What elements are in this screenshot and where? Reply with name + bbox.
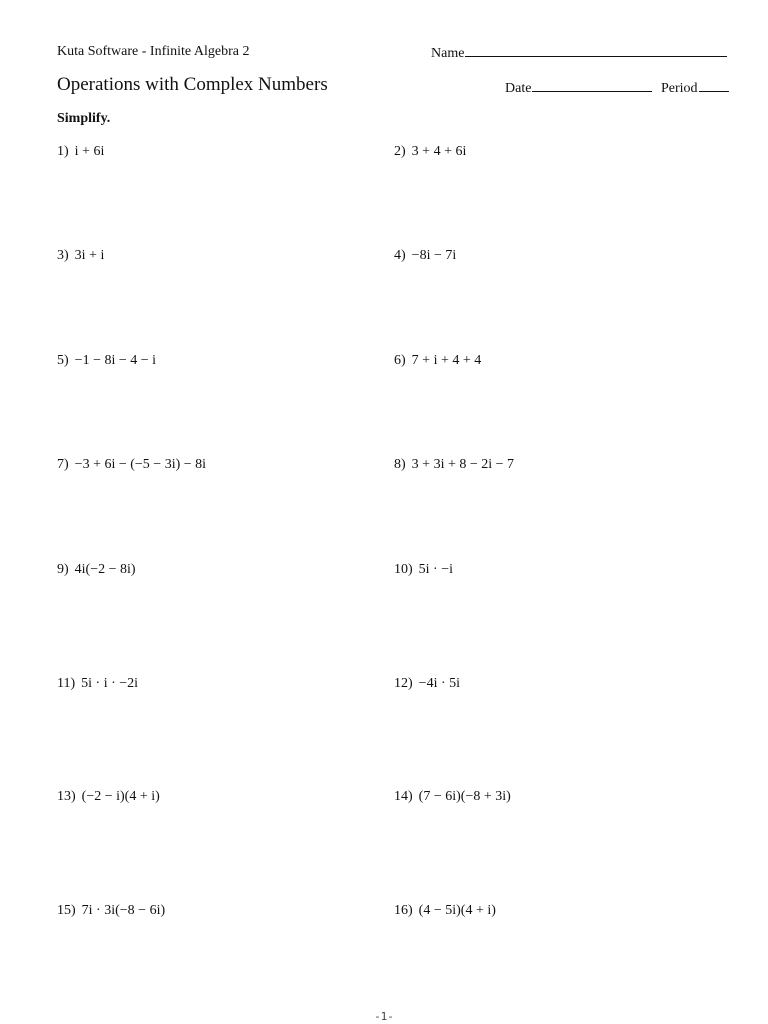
problem-expression: (4 − 5i)(4 + i) [418, 903, 496, 918]
problem-number: 2) [394, 144, 406, 159]
problem-expression: 4i(−2 − 8i) [74, 562, 136, 577]
problem-item [394, 457, 514, 473]
problem-number: 13) [57, 789, 76, 804]
problem-number: 15) [57, 903, 76, 918]
problem-item [394, 676, 460, 692]
problem-expression: (7 − 6i)(−8 + 3i) [418, 789, 511, 804]
instruction: Simplify. [57, 111, 111, 126]
date-label: Date [505, 81, 532, 96]
publisher-header: Kuta Software - Infinite Algebra 2 [57, 44, 250, 59]
problem-item [57, 144, 104, 160]
name-blank[interactable] [465, 44, 727, 57]
problem-expression: 3 + 4 + 6i [411, 144, 467, 159]
problem-item [57, 903, 165, 919]
problem-number: 14) [394, 789, 413, 804]
problem-item [57, 353, 156, 369]
problem-item [57, 676, 138, 692]
problem-expression: 7 + i + 4 + 4 [411, 353, 482, 368]
problem-item [394, 144, 466, 160]
period-blank[interactable] [699, 79, 729, 92]
problem-number: 11) [57, 676, 76, 691]
problem-number: 1) [57, 144, 69, 159]
problem-item [394, 248, 456, 264]
problem-expression: −8i − 7i [411, 248, 457, 263]
problem-number: 5) [57, 353, 69, 368]
problem-expression: 3 + 3i + 8 − 2i − 7 [411, 457, 515, 472]
name-label: Name [431, 46, 465, 61]
problem-number: 7) [57, 457, 69, 472]
problem-number: 10) [394, 562, 413, 577]
problem-expression: (−2 − i)(4 + i) [81, 789, 160, 804]
problem-number: 6) [394, 353, 406, 368]
problem-number: 16) [394, 903, 413, 918]
problem-item [394, 562, 453, 578]
problem-item [57, 248, 104, 264]
problem-number: 3) [57, 248, 69, 263]
problem-item [394, 789, 511, 805]
problem-expression: 5i · −i [418, 562, 454, 577]
problem-item [57, 562, 136, 578]
problem-expression: 3i + i [74, 248, 105, 263]
problem-number: 8) [394, 457, 406, 472]
period-field[interactable] [661, 79, 729, 97]
problem-expression: i + 6i [74, 144, 105, 159]
problem-number: 4) [394, 248, 406, 263]
date-field[interactable] [505, 79, 652, 97]
period-label: Period [661, 81, 698, 96]
name-field[interactable] [431, 44, 727, 62]
problem-expression: −3 + 6i − (−5 − 3i) − 8i [74, 457, 207, 472]
problem-expression: 7i · 3i(−8 − 6i) [81, 903, 166, 918]
page-title: Operations with Complex Numbers [57, 74, 328, 95]
problem-item [394, 353, 481, 369]
page-number: -1- [374, 1010, 394, 1023]
problem-expression: −1 − 8i − 4 − i [74, 353, 157, 368]
problem-item [57, 457, 206, 473]
problem-expression: 5i · i · −2i [81, 676, 139, 691]
date-blank[interactable] [532, 79, 652, 92]
problem-item [57, 789, 160, 805]
problem-item [394, 903, 496, 919]
problem-expression: −4i · 5i [418, 676, 461, 691]
problem-number: 12) [394, 676, 413, 691]
problem-number: 9) [57, 562, 69, 577]
